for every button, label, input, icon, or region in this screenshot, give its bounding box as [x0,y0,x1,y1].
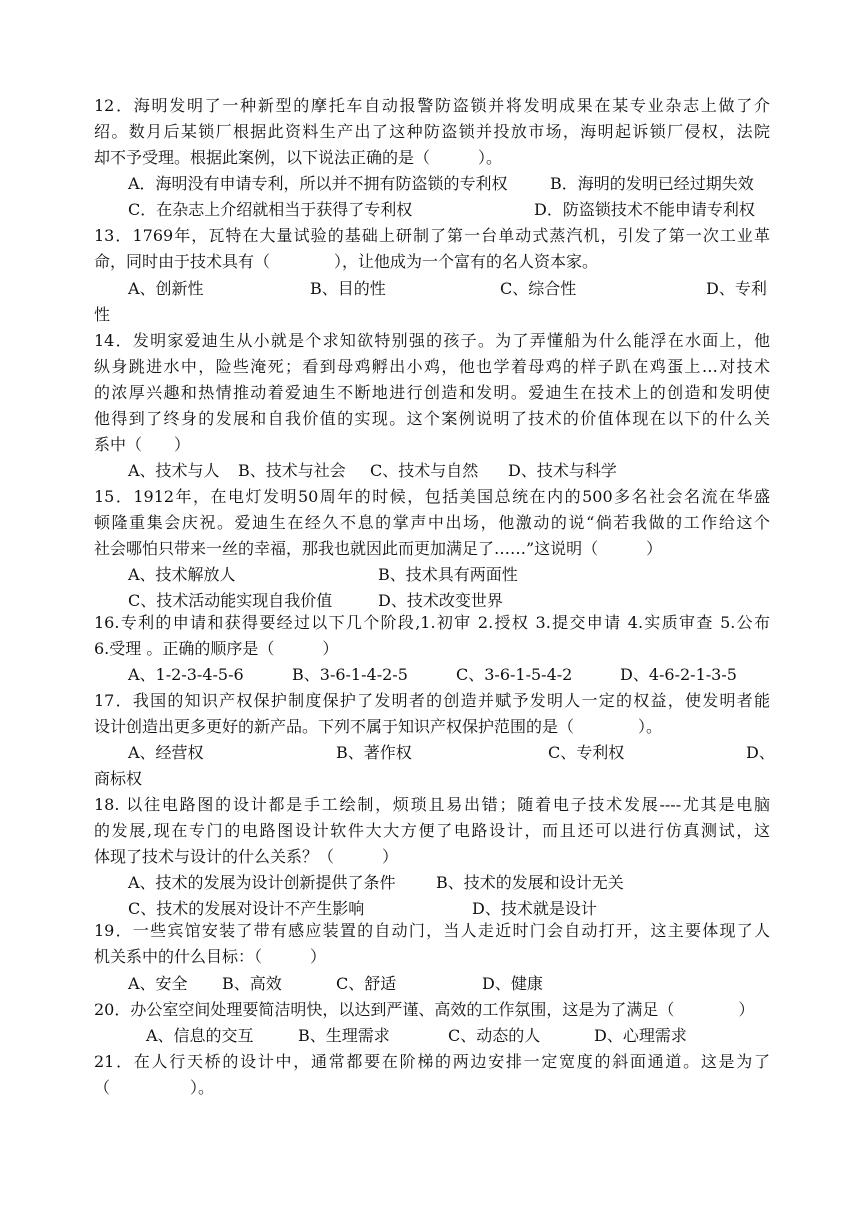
question-13-option-d: D、专利 [706,279,767,298]
question-16-option-c: C、3-6-1-5-4-2 [456,665,573,684]
question-13-option-b: B、目的性 [310,279,386,298]
question-14-option-b: B、技术与社会 [238,461,346,480]
question-17-text: 17．我国的知识产权保护制度保护了发明者的创造并赋予发明人一定的权益，使发明者能 [94,691,770,710]
question-20-option-b: B、生理需求 [298,1026,390,1045]
question-18-text: 18. 以往电路图的设计都是手工绘制，烦琐且易出错；随着电子技术发展----尤其是电脑 [94,795,770,814]
question-19-option-a: A、安全 [128,974,188,993]
question-14-text: 他得到了终身的发展和自我价值的实现。这个案例说明了技术的价值体现在以下的什么关 [94,409,770,428]
question-16-option-a: A、1-2-3-4-5-6 [128,665,244,684]
question-15-option-c: C、技术活动能实现自我价值 [128,591,333,610]
question-17-option-d-tail: 商标权 [94,769,143,788]
question-18-option-d: D、技术就是设计 [472,899,597,918]
question-15-option-d: D、技术改变世界 [378,591,503,610]
question-16-option-b: B、3-6-1-4-2-5 [292,665,408,684]
question-15-option-a: A、技术解放人 [128,565,236,584]
question-21-text: （ ）。 [94,1078,215,1097]
question-13-text: 命，同时由于技术具有（ ），让他成为一个富有的名人资本家。 [94,252,599,271]
question-20-text: 20．办公室空间处理要简洁明快，以达到严谨、高效的工作氛围，这是为了满足（ ） [94,1000,755,1019]
question-20-option-a: A、信息的交互 [146,1026,254,1045]
question-18-text: 的发展,现在专门的电路图设计软件大大方便了电路设计，而且还可以进行仿真测试，这 [94,821,770,840]
question-18-option-a: A、技术的发展为设计创新提供了条件 [128,873,396,892]
question-14-text: 14．发明家爱迪生从小就是个求知欲特别强的孩子。为了弄懂船为什么能浮在水面上，他 [94,331,770,350]
question-15-text: 社会哪怕只带来一丝的幸福，那我也就因此而更加满足了……”这说明（ ） [94,539,663,558]
question-12-option-d: D．防盗锁技术不能申请专利权 [534,200,755,219]
question-17-text: 设计创造出更多更好的新产品。下列不属于知识产权保护范围的是（ ）。 [94,717,663,736]
question-21-text: 21．在人行天桥的设计中，通常都要在阶梯的两边安排一定宽度的斜面通道。这是为了 [94,1052,770,1071]
question-14-text: 系中（ ） [94,435,191,454]
question-14-option-c: C、技术与自然 [370,461,479,480]
question-12-text: 却不予受理。根据此案例，以下说法正确的是（ ）。 [94,148,503,167]
question-17-option-c: C、专利权 [548,743,625,762]
question-13-option-a: A、创新性 [128,279,204,298]
question-19-option-b: B、高效 [222,974,282,993]
question-14-text: 的浓厚兴趣和热情推动着爱迪生不断地进行创造和发明。爱迪生在技术上的创造和发明使 [94,383,770,402]
question-18-option-c: C、技术的发展对设计不产生影响 [128,899,365,918]
question-14-option-a: A、技术与人 [128,461,220,480]
question-13-option-c: C、综合性 [500,279,577,298]
question-15-text: 15．1912年，在电灯发明50周年的时候，包括美国总统在内的500多名社会名流在华盛 [94,487,770,506]
question-19-text: 机关系中的什么目标：（ ） [94,947,327,966]
question-12-option-a: A．海明没有申请专利，所以并不拥有防盗锁的专利权 [128,174,508,193]
question-12-text: 绍。数月后某锁厂根据此资料生产出了这种防盗锁并投放市场，海明起诉锁厂侵权，法院 [94,122,770,141]
question-19-option-c: C、舒适 [336,974,397,993]
question-18-option-b: B、技术的发展和设计无关 [436,873,624,892]
question-15-text: 顿隆重集会庆祝。爱迪生在经久不息的掌声中出场，他激动的说“倘若我做的工作给这个 [94,513,770,532]
question-17-option-a: A、经营权 [128,743,204,762]
question-14-option-d: D、技术与科学 [508,461,617,480]
question-16-text: 16.专利的申请和获得要经过以下几个阶段,1.初审 2.授权 3.提交申请 4.实质审查 5.公布 [94,613,770,632]
question-19-option-d: D、健康 [482,974,543,993]
question-12-text: 12．海明发明了一种新型的摩托车自动报警防盗锁并将发明成果在某专业杂志上做了介 [94,96,770,115]
question-15-option-b: B、技术具有两面性 [378,565,518,584]
question-16-text: 6.受理 。正确的顺序是（ ） [94,639,339,658]
question-17-option-d: D、 [746,743,775,762]
question-13-option-d-tail: 性 [94,305,111,324]
question-18-text: 体现了技术与设计的什么关系？（ ） [94,847,399,866]
question-13-text: 13．1769年，瓦特在大量试验的基础上研制了第一台单动式蒸汽机，引发了第一次工业革 [94,226,770,245]
question-20-option-d: D、心理需求 [594,1026,687,1045]
question-12-option-b: B．海明的发明已经过期失效 [550,174,754,193]
question-16-option-d: D、4-6-2-1-3-5 [620,665,737,684]
question-14-text: 纵身跳进水中，险些淹死；看到母鸡孵出小鸡，他也学着母鸡的样子趴在鸡蛋上…对技术 [94,357,770,376]
question-19-text: 19．一些宾馆安装了带有感应装置的自动门，当人走近时门会自动打开，这主要体现了人 [94,921,770,940]
question-20-option-c: C、动态的人 [448,1026,541,1045]
question-17-option-b: B、著作权 [336,743,412,762]
question-12-option-c: C．在杂志上介绍就相当于获得了专利权 [128,200,413,219]
